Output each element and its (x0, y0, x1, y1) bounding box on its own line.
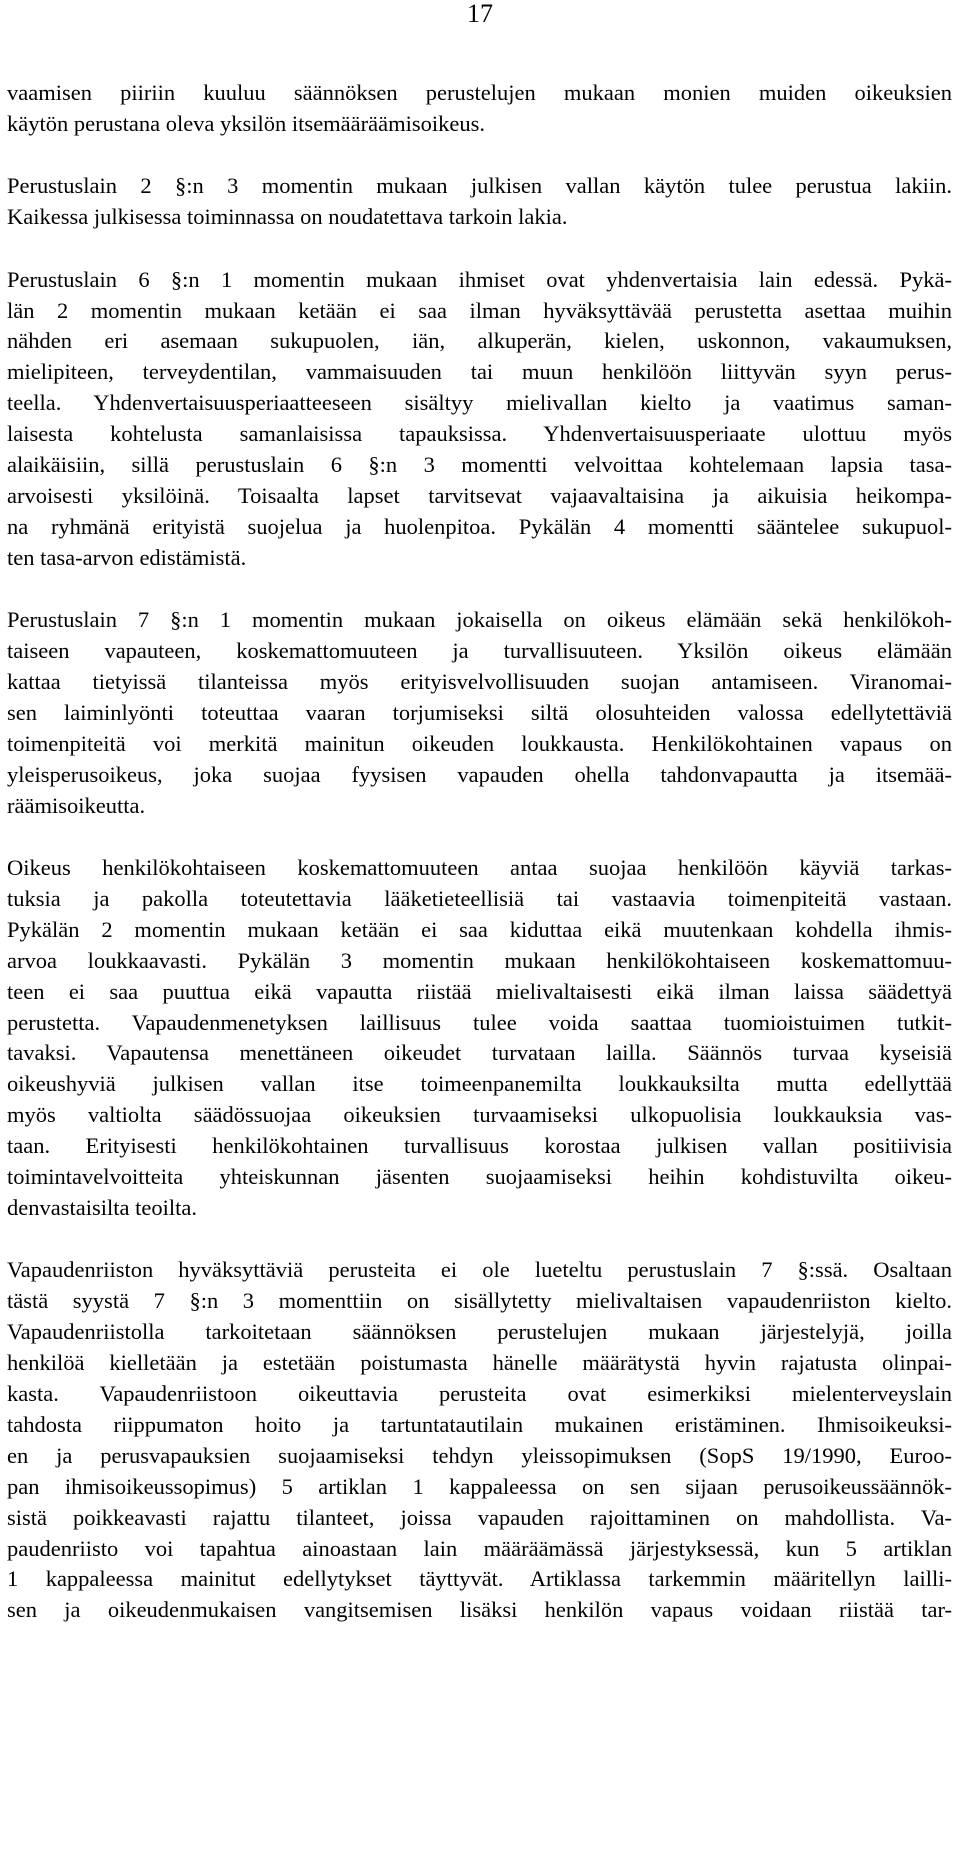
text-line: Perustuslain 6 §:n 1 momentin mukaan ihmiset ovat yhdenvertaisia lain edessä. Pykä- (7, 266, 952, 292)
text-line: sen ja oikeudenmukaisen vangitsemisen lisäksi henkilön vapaus voidaan riistää tar- (7, 1597, 952, 1623)
text-line: en ja perusvapauksien suojaamiseksi tehdyn yleissopimuksen (SopS 19/1990, Euroo- (7, 1442, 952, 1468)
paragraph (7, 1255, 952, 1626)
text-line: denvastaisilta teoilta. (7, 1195, 197, 1220)
text-line: arvoa loukkaavasti. Pykälän 3 momentin mukaan henkilökohtaiseen koskemattomuu- (7, 947, 952, 973)
text-line: henkilöä kielletään ja estetään poistumasta hänelle määrätystä hyvin rajatusta olinpai- (7, 1350, 952, 1376)
text-line: ten tasa-arvon edistämistä. (7, 544, 247, 570)
text-line: yleisperusoikeus, joka suojaa fyysisen vapauden ohella tahdonvapautta ja itsemää- (7, 761, 952, 787)
text-line: teella. Yhdenvertaisuusperiaatteeseen sisältyy mielivallan kielto ja vaatimus saman- (7, 390, 952, 416)
text-line: toimintavelvoitteita yhteiskunnan jäsenten suojaamiseksi heihin kohdistuvilta oikeu- (7, 1164, 952, 1190)
text-line: Vapaudenriiston hyväksyttäviä perusteita ei ole lueteltu perustuslain 7 §:ssä. Osaltaan (7, 1257, 952, 1283)
text-line: kasta. Vapaudenriistoon oikeuttavia perusteita ovat esimerkiksi mielenterveyslain (7, 1381, 952, 1407)
text-line: oikeushyviä julkisen vallan itse toimeenpanemilta loukkauksilta mutta edellyttää (7, 1071, 952, 1097)
paragraph (7, 605, 952, 821)
paragraph (7, 265, 952, 574)
text-line: Vapaudenriistolla tarkoitetaan säännöksen perustelujen mukaan järjestelyjä, joilla (7, 1319, 952, 1345)
text-line: mielipiteen, terveydentilan, vammaisuuden tai muun henkilöön liittyvän syyn perus- (7, 359, 952, 385)
paragraph (7, 78, 952, 140)
text-line: taiseen vapauteen, koskemattomuuteen ja turvallisuuteen. Yksilön oikeus elämään (7, 638, 952, 664)
text-line: perustetta. Vapaudenmenetyksen laillisuus tulee voida saattaa tuomioistuimen tutkit- (7, 1009, 952, 1035)
text-line: vaamisen piiriin kuuluu säännöksen perustelujen mukaan monien muiden oikeuksien (7, 80, 952, 105)
text-line: län 2 momentin mukaan ketään ei saa ilman hyväksyttävää perustetta asettaa muihin (7, 297, 952, 323)
text-line: tuksia ja pakolla toteutettavia lääketieteellisiä tai vastaavia toimenpiteitä vastaan. (7, 885, 952, 911)
text-line: laisesta kohtelusta samanlaisissa tapauksissa. Yhdenvertaisuusperiaate ulottuu myös (7, 421, 952, 447)
text-line: kattaa tietyissä tilanteissa myös erityisvelvollisuuden suojan antamiseen. Viranomai- (7, 669, 952, 694)
text-line: Pykälän 2 momentin mukaan ketään ei saa kiduttaa eikä muutenkaan kohdella ihmis- (7, 916, 952, 942)
text-line: Oikeus henkilökohtaiseen koskemattomuuteen antaa suojaa henkilöön käyviä tarkas- (7, 855, 952, 881)
text-line: käytön perustana oleva yksilön itsemääräämisoikeus. (7, 110, 485, 136)
text-line: tästä syystä 7 §:n 3 momenttiin on sisällytetty mielivaltaisen vapaudenriiston kielto. (7, 1288, 952, 1314)
document-body (0, 78, 960, 1658)
text-line: teen ei saa puuttua eikä vapautta riistää mielivaltaisesti eikä ilman laissa säädettyä (7, 978, 952, 1004)
text-line: tahdosta riippumaton hoito ja tartuntatautilain mukainen eristäminen. Ihmisoikeuksi- (7, 1411, 952, 1437)
text-line: 1 kappaleessa mainitut edellytykset täyttyvät. Artiklassa tarkemmin määritellyn lailli- (7, 1566, 952, 1592)
text-line: toimenpiteitä voi merkitä mainitun oikeuden loukkausta. Henkilökohtainen vapaus on (7, 730, 952, 756)
text-line: paudenriisto voi tapahtua ainoastaan lain määräämässä järjestyksessä, kun 5 artiklan (7, 1535, 952, 1561)
text-line: taan. Erityisesti henkilökohtainen turvallisuus korostaa julkisen vallan positiivisia (7, 1133, 952, 1159)
text-line: nähden eri asemaan sukupuolen, iän, alkuperän, kielen, uskonnon, vakaumuksen, (7, 328, 952, 354)
text-line: arvoisesti yksilöinä. Toisaalta lapset tarvitsevat vajaavaltaisina ja aikuisia heikompa- (7, 482, 952, 508)
text-line: sen laiminlyönti toteuttaa vaaran torjumiseksi siltä olosuhteiden valossa edellytettäviä (7, 699, 952, 725)
text-line: Perustuslain 2 §:n 3 momentin mukaan julkisen vallan käytön tulee perustua lakiin. (7, 173, 952, 199)
text-line: pan ihmisoikeussopimus) 5 artiklan 1 kappaleessa on sen sijaan perusoikeussäännök- (7, 1473, 952, 1499)
text-line: räämisoikeutta. (7, 792, 146, 818)
paragraph (7, 171, 952, 233)
text-line: Perustuslain 7 §:n 1 momentin mukaan jokaisella on oikeus elämään sekä henkilökoh- (7, 607, 952, 633)
paragraph (7, 853, 952, 1224)
text-line: tavaksi. Vapautensa menettäneen oikeudet turvataan lailla. Säännös turvaa kyseisiä (7, 1040, 952, 1066)
page-number: 17 (467, 0, 493, 28)
text-line: na ryhmänä erityistä suojelua ja huolenpitoa. Pykälän 4 momentti sääntelee sukupuol- (7, 513, 952, 539)
text-line: sistä poikkeavasti rajattu tilanteet, joissa vapauden rajoittaminen on mahdollista. Va- (7, 1504, 952, 1530)
text-line: myös valtiolta säädössuojaa oikeuksien turvaamiseksi ulkopuolisia loukkauksia vas- (7, 1102, 952, 1128)
text-line: Kaikessa julkisessa toiminnassa on noudatettava tarkoin lakia. (7, 204, 568, 230)
text-line: alaikäisiin, sillä perustuslain 6 §:n 3 momentti velvoittaa kohtelemaan lapsia tasa- (7, 452, 952, 478)
